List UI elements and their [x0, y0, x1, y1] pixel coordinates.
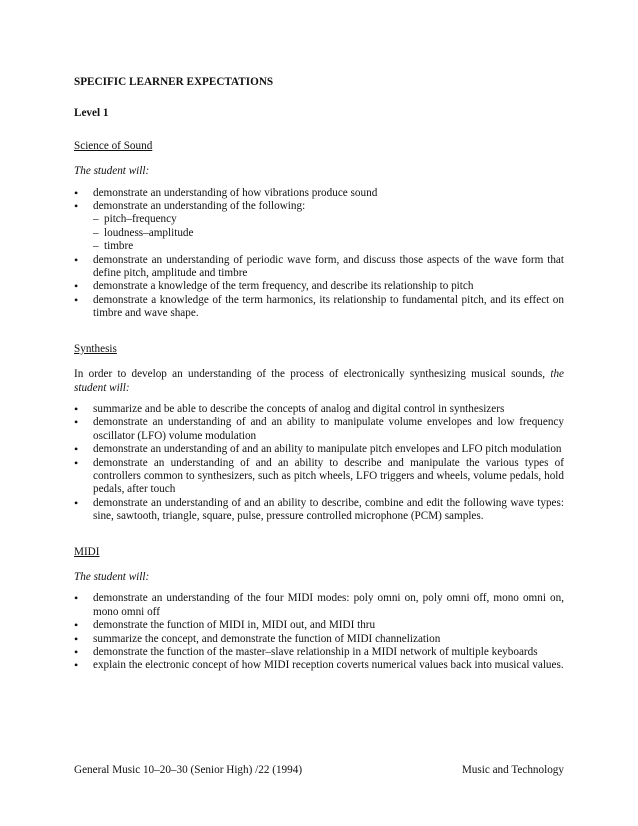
footer-left: General Music 10–20–30 (Senior High) /22 (1994): [74, 764, 303, 776]
section-intro-text: In order to develop an understanding of the process of electronically synthesizing musical sounds,: [74, 368, 546, 381]
list-item: • summarize and be able to describe the concepts of analog and digital control in synthesizers: [74, 403, 564, 416]
list-item: • demonstrate an understanding of how vibrations produce sound: [74, 187, 564, 200]
sub-list: [93, 213, 564, 253]
bullet-list: [74, 403, 564, 524]
list-item-text: demonstrate an understanding of the following:: [93, 200, 306, 213]
list-item: • demonstrate an understanding of and an ability to describe, combine and edit the following wave types: sine, sawtooth, triangle, square, pulse, pressure controlled microphone (PCM) samples.: [74, 497, 564, 524]
bullet-list: [74, 592, 564, 672]
page-heading: SPECIFIC LEARNER EXPECTATIONS: [74, 76, 274, 88]
section-intro: [74, 368, 564, 395]
list-item: • demonstrate the function of MIDI in, MIDI out, and MIDI thru: [74, 619, 564, 632]
sub-list-item: – pitch–frequency: [93, 213, 564, 226]
list-item: • explain the electronic concept of how MIDI reception coverts numerical values back into musical values.: [74, 659, 564, 672]
list-item: • demonstrate a knowledge of the term frequency, and describe its relationship to pitch: [74, 280, 564, 293]
list-item: • demonstrate an understanding of and an ability to manipulate volume envelopes and low frequency oscillator (LFO) volume modulation: [74, 416, 564, 443]
page-content: [74, 76, 564, 673]
list-item: • demonstrate the function of the master–slave relationship in a MIDI network of multiple keyboards: [74, 646, 564, 659]
list-item: • demonstrate a knowledge of the term harmonics, its relationship to fundamental pitch, and its effect on timbre and wave shape.: [74, 294, 564, 321]
list-item: • summarize the concept, and demonstrate the function of MIDI channelization: [74, 633, 564, 646]
section-title-midi: MIDI: [74, 545, 100, 558]
list-item: [74, 200, 564, 254]
level-heading: Level 1: [74, 107, 109, 120]
list-item: • demonstrate an understanding of the four MIDI modes: poly omni on, poly omni off, mono omni on, mono omni off: [74, 592, 564, 619]
list-item: • demonstrate an understanding of periodic wave form, and discuss those aspects of the wave form that define pitch, amplitude and timbre: [74, 254, 564, 281]
section-lead: The student will:: [74, 570, 150, 583]
bullet-list: [74, 187, 564, 321]
section-lead: The student will:: [74, 165, 150, 178]
footer-right: Music and Technology: [461, 764, 564, 776]
sub-list-item: – loudness–amplitude: [93, 227, 564, 240]
list-item: • demonstrate an understanding of and an ability to manipulate pitch envelopes and LFO pitch modulation: [74, 443, 564, 456]
section-intro-italic: the student will:: [74, 368, 565, 394]
list-item: • demonstrate an understanding of and an ability to describe and manipulate the various types of controllers common to synthesizers, such as pitch wheels, LFO triggers and wheels, volume pedals, hold pedals, after touch: [74, 457, 564, 497]
section-title-science-of-sound: Science of Sound: [74, 139, 153, 152]
sub-list-item: – timbre: [93, 240, 564, 253]
section-title-synthesis: Synthesis: [74, 342, 117, 355]
